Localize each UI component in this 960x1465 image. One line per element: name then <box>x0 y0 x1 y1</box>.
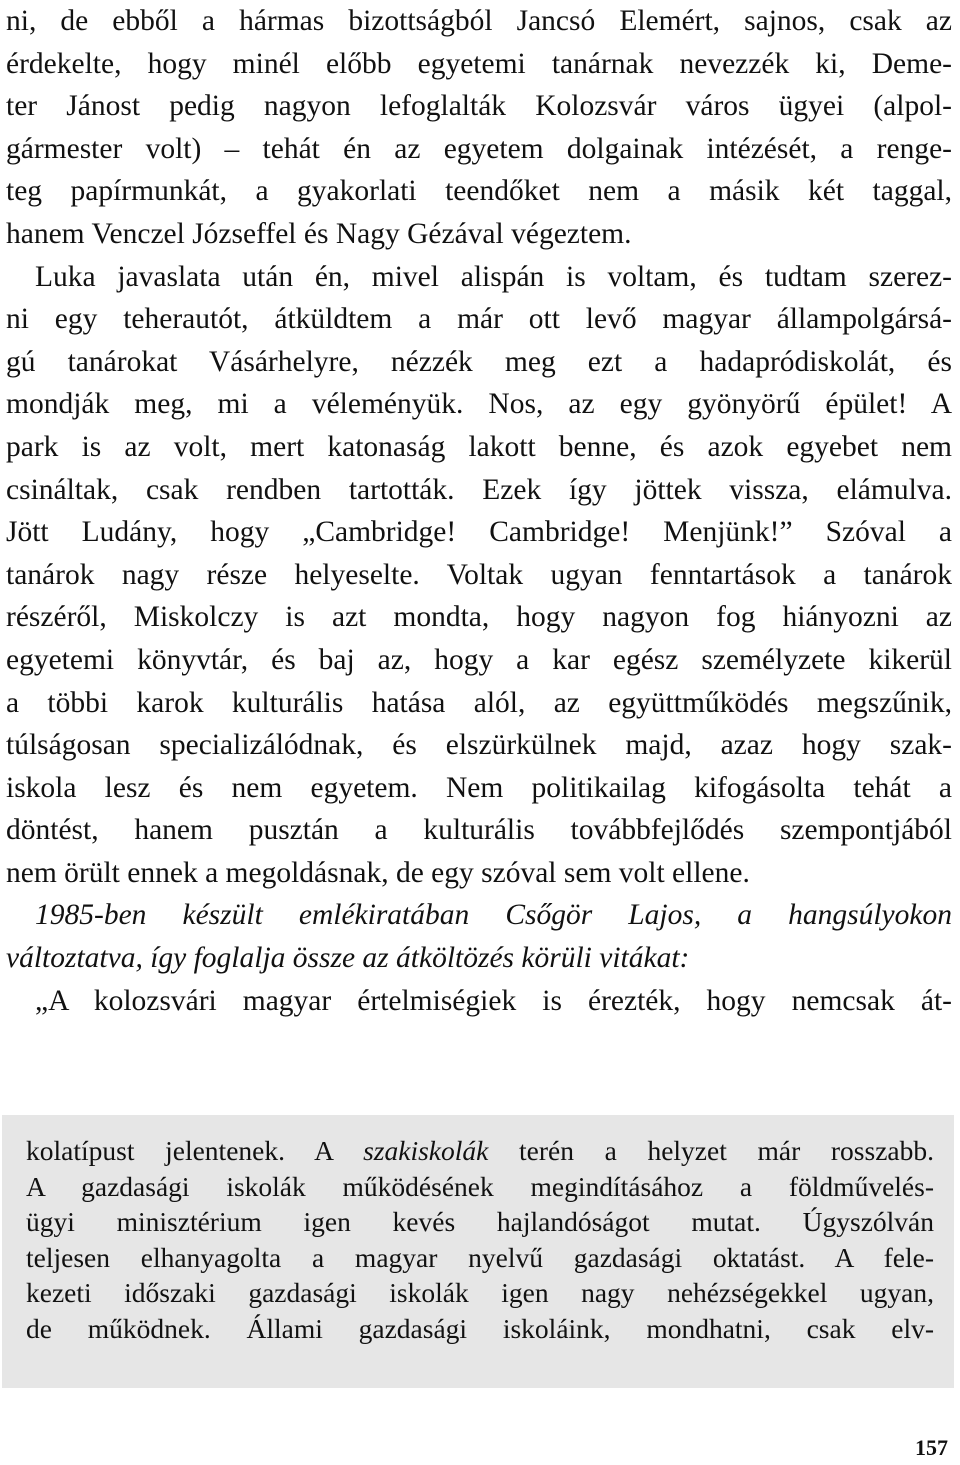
boxed-quote-line: kezeti időszaki gazdasági iskolák igen nagy nehézségekkel ugyan, <box>26 1277 934 1309</box>
boxed-quote-italic-term: szakiskolák <box>363 1135 489 1166</box>
text-line: részéről, Miskolczy is azt mondta, hogy nagyon fog hiányozni az <box>6 601 952 634</box>
text-line: hanem Venczel Józseffel és Nagy Gézával végeztem. <box>6 217 632 250</box>
boxed-quote-line: A gazdasági iskolák működésének megindításához a földművelés- <box>26 1170 934 1202</box>
text-line: ni, de ebből a hármas bizottságból Jancsó Elemért, sajnos, csak az <box>6 5 952 37</box>
text-line: iskola lesz és nem egyetem. Nem politikailag kifogásolta tehát a <box>6 771 952 804</box>
boxed-quote-line: de működnek. Állami gazdasági iskoláink, mondhatni, csak elv- <box>26 1312 934 1344</box>
text-line: ter Jánost pedig nagyon lefoglalták Kolozsvár város ügyei (alpol- <box>6 90 952 123</box>
text-line: tanárok nagy része helyeselte. Voltak ugyan fenntartások a tanárok <box>6 558 952 591</box>
main-text-block <box>6 0 952 1022</box>
text-line: túlságosan specializálódnak, és elszürkülnek majd, azaz hogy szak- <box>6 729 952 762</box>
boxed-quote-line: teljesen elhanyagolta a magyar nyelvű gazdasági oktatást. A fele- <box>26 1241 934 1273</box>
text-line: egyetemi könyvtár, és baj az, hogy a kar egész személyzete kikerül <box>6 643 952 676</box>
text-line: mondják meg, mi a véleményük. Nos, az egy gyönyörű épület! A <box>6 388 952 421</box>
text-line: döntést, hanem pusztán a kulturális továbbfejlődés szempontjából <box>6 814 952 847</box>
italic-intro-line: változtatva, így foglalja össze az átköltözés körüli vitákat: <box>6 942 690 975</box>
quote-opening-line: „A kolozsvári magyar értelmiségiek is érezték, hogy nemcsak át- <box>35 984 952 1017</box>
boxed-quote-segment: terén a helyzet már rosszabb. <box>488 1135 934 1166</box>
boxed-quote <box>2 1115 954 1388</box>
text-line: Jött Ludány, hogy „Cambridge! Cambridge! Menjünk!” Szóval a <box>6 516 952 549</box>
text-line: a többi karok kulturális hatása alól, az együttműködés megszűnik, <box>6 686 952 719</box>
text-line: gú tanárokat Vásárhelyre, nézzék meg ezt a hadapródiskolát, és <box>6 345 952 378</box>
text-line: gármester volt) – tehát én az egyetem dolgainak intézését, a renge- <box>6 132 952 165</box>
boxed-quote-line <box>26 1133 934 1169</box>
italic-intro-line: 1985-ben készült emlékiratában Csőgör Lajos, a hangsúlyokon <box>35 899 952 932</box>
page-number: 157 <box>915 1435 948 1460</box>
boxed-quote-text <box>26 1133 934 1347</box>
text-line: érdekelte, hogy minél előbb egyetemi tanárnak nevezzék ki, Deme- <box>6 47 952 80</box>
boxed-quote-line: ügyi minisztérium igen kevés hajlandóságot mutat. Úgyszólván <box>26 1206 934 1238</box>
text-line: nem örült ennek a megoldásnak, de egy szóval sem volt ellene. <box>6 856 750 889</box>
boxed-quote-segment: kolatípust jelentenek. A <box>26 1135 364 1166</box>
paragraph-start-line: Luka javaslata után én, mivel alispán is voltam, és tudtam szerez- <box>35 260 952 293</box>
text-line: park is az volt, mert katonaság lakott benne, és azok egyebet nem <box>6 430 952 463</box>
text-line: csináltak, csak rendben tartották. Ezek így jöttek vissza, elámulva. <box>6 473 952 506</box>
text-line: teg papírmunkát, a gyakorlati teendőket nem a másik két taggal, <box>6 175 952 208</box>
text-line: ni egy teherautót, átküldtem a már ott levő magyar állampolgársá- <box>6 303 952 336</box>
